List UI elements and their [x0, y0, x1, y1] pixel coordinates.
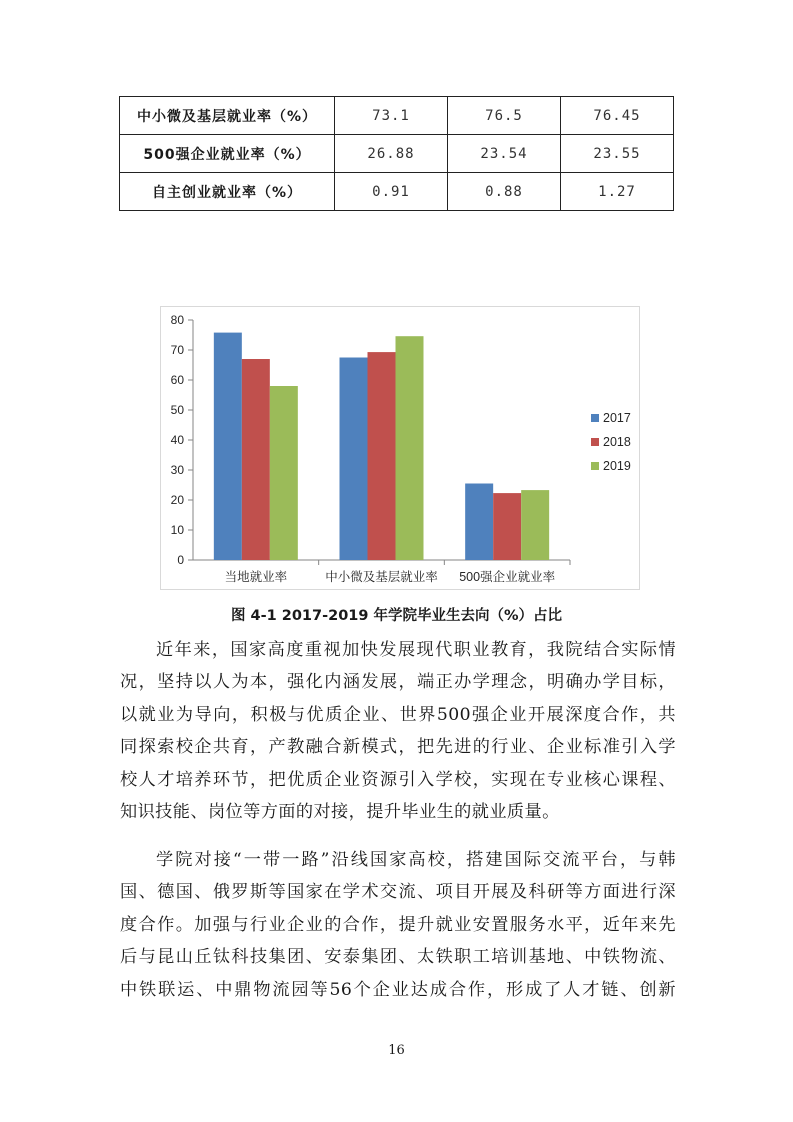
text-line: 后与昆山丘钛科技集团、安泰集团、太铁职工培训基地、中铁物流、 [120, 947, 676, 968]
x-category-label: 500强企业就业率 [459, 570, 556, 584]
legend-label: 2018 [603, 435, 631, 449]
row-label: 自主创业就业率（%） [120, 173, 335, 211]
figure-caption: 图 4-1 2017-2019 年学院毕业生去向（%）占比 [230, 608, 563, 624]
bar-2017 [214, 333, 242, 560]
y-tick-label: 70 [170, 343, 184, 357]
y-tick-label: 0 [177, 553, 184, 567]
x-category-label: 当地就业率 [224, 570, 288, 584]
paragraph-2 [120, 844, 676, 1006]
chart-svg [160, 306, 640, 590]
y-tick-label: 30 [170, 463, 184, 477]
bar-2018 [242, 359, 270, 560]
table-row [120, 135, 674, 173]
y-tick-label: 60 [170, 373, 184, 387]
paragraph-1 [120, 634, 676, 828]
text-line: 国、德国、俄罗斯等国家在学术交流、项目开展及科研等方面进行深 [120, 882, 676, 903]
row-label: 中小微及基层就业率（%） [120, 97, 335, 135]
employment-bar-chart [160, 306, 640, 590]
bar-2019 [521, 490, 549, 560]
bar-2019 [270, 386, 298, 560]
table-cell: 23.55 [561, 135, 674, 173]
text-line: 近年来，国家高度重视加快发展现代职业教育，我院结合实际情 [156, 640, 676, 660]
table-cell: 73.1 [335, 97, 448, 135]
legend-swatch-2017 [591, 414, 599, 422]
table-cell: 76.5 [448, 97, 561, 135]
table-cell: 0.91 [335, 173, 448, 211]
table-cell: 23.54 [448, 135, 561, 173]
y-tick-label: 80 [170, 313, 184, 327]
text-line: 同探索校企共育，产教融合新模式，把先进的行业、企业标准引入学 [120, 737, 676, 758]
text-line: 度合作。加强与行业企业的合作，提升就业安置服务水平，近年来先 [120, 914, 676, 935]
y-tick-label: 10 [170, 523, 184, 537]
legend-swatch-2019 [591, 462, 599, 470]
table-cell: 76.45 [561, 97, 674, 135]
text-line: 学院对接“一带一路”沿线国家高校，搭建国际交流平台，与韩 [156, 850, 676, 870]
x-category-label: 中小微及基层就业率 [325, 570, 438, 584]
y-tick-label: 20 [170, 493, 184, 507]
table-row [120, 173, 674, 211]
bar-2019 [396, 336, 424, 560]
row-label: 500强企业就业率（%） [120, 135, 335, 173]
legend-swatch-2018 [591, 438, 599, 446]
y-tick-label: 40 [170, 433, 184, 447]
bar-2018 [493, 493, 521, 560]
bar-2018 [368, 352, 396, 560]
text-line: 校人才培养环节，把优质企业资源引入学校，实现在专业核心课程、 [120, 769, 676, 790]
text-line: 中铁联运、中鼎物流园等56个企业达成合作，形成了人才链、创新 [120, 979, 676, 1000]
y-tick-label: 50 [170, 403, 184, 417]
table-cell: 26.88 [335, 135, 448, 173]
text-line: 况，坚持以人为本，强化内涵发展，端正办学理念，明确办学目标， [120, 672, 676, 693]
table-cell: 1.27 [561, 173, 674, 211]
table-cell: 0.88 [448, 173, 561, 211]
table-row [120, 97, 674, 135]
page-number: 16 [388, 1043, 405, 1058]
legend-label: 2017 [603, 411, 631, 425]
employment-stats-table [119, 96, 674, 211]
bar-2017 [340, 358, 368, 561]
text-line: 知识技能、岗位等方面的对接，提升毕业生的就业质量。 [120, 802, 560, 823]
legend-label: 2019 [603, 459, 631, 473]
bar-2017 [465, 484, 493, 561]
text-line: 以就业为导向，积极与优质企业、世界500强企业开展深度合作，共 [120, 704, 676, 725]
